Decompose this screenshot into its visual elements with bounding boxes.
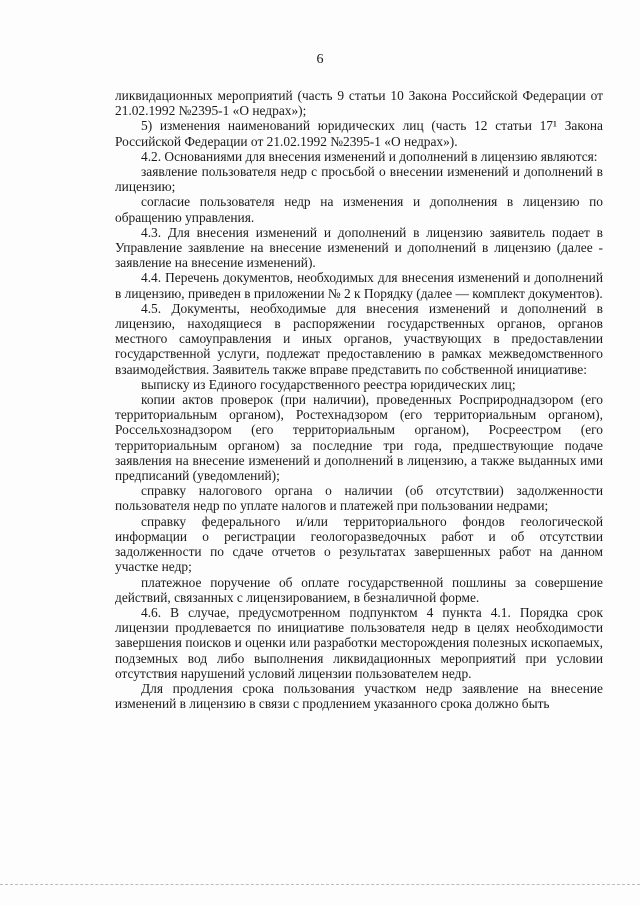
paragraph-13: платежное поручение об оплате государственной пошлины за совершение действий, связанных с лицензированием, в безналичной форме.: [115, 574, 603, 605]
bottom-scan-rule: [0, 884, 640, 885]
paragraph-15: Для продления срока пользования участком недр заявление на внесение изменений в лицензию в связи с продлением указанного срока должно быть: [115, 680, 603, 712]
paragraph-3: 4.2. Основаниями для внесения изменений и дополнений в лицензию являются:: [141, 148, 598, 164]
paragraph-1: ликвидационных мероприятий (часть 9 статьи 10 Закона Российской Федерации от 21.02.1992 №2395-1 «О недрах»);: [115, 88, 603, 119]
paragraph-12: справку федерального и/или территориального фондов геологической информации о регистрации геологоразведочных работ и об отсутствии задолженности по сдаче отчетов о результатах завершенных работ на данном участке недр;: [115, 513, 603, 575]
paragraph-14: 4.6. В случае, предусмотренном подпунктом 4 пункта 4.1. Порядка срок лицензии продлевается по инициативе пользователя недр в целях необходимости завершения поисков и оценки или разработки месторождения полезных ископаемых, подземных вод либо выполнения ликвидационных мероприятий при условии отсутствия нарушений условий лицензии пользователем недр.: [115, 604, 603, 681]
paragraph-2: 5) изменения наименований юридических лиц (часть 12 статьи 17¹ Закона Российской Федерации от 21.02.1992 №2395-1 «О недрах»).: [115, 118, 603, 149]
paragraph-10: копии актов проверок (при наличии), проведенных Росприроднадзором (его территориальным органом), Ростехнадзором (его территориальным органом), Россельхознадзором (его территориальным органом), Росреестром (его территориальным органом) за последние три года, предшествующие подаче заявления на внесение изменений и дополнений в лицензию, а также выданных ими предписаний (уведомлений);: [115, 392, 603, 484]
paragraph-11: справку налогового органа о наличии (об отсутствии) задолженности пользователя недр по уплате налогов и платежей при пользовании недрами;: [115, 483, 603, 514]
paragraph-7: 4.4. Перечень документов, необходимых для внесения изменений и дополнений в лицензию, приведен в приложении № 2 к Порядку (далее — комплект документов).: [115, 270, 603, 301]
paragraph-5: согласие пользователя недр на изменения и дополнения в лицензию по обращению управления.: [115, 194, 603, 225]
paragraph-9: выписку из Единого государственного реестра юридических лиц;: [141, 376, 516, 392]
document-body: [115, 88, 603, 711]
page-number: 6: [316, 52, 324, 67]
paragraph-4: заявление пользователя недр с просьбой о внесении изменений и дополнений в лицензию;: [115, 164, 603, 195]
paragraph-8: 4.5. Документы, необходимые для внесения изменений и дополнений в лицензию, находящиеся в распоряжении государственных органов, органов местного самоуправления и иных органов, участвующих в предоставлении государственной услуги, подлежат предоставлению в рамках межведомственного взаимодействия. Заявитель также вправе представить по собственной инициативе:: [115, 300, 603, 377]
paragraph-6: 4.3. Для внесения изменений и дополнений в лицензию заявитель подает в Управление заявление на внесение изменений и дополнений в лицензию (далее - заявление на внесение изменений).: [115, 224, 603, 271]
